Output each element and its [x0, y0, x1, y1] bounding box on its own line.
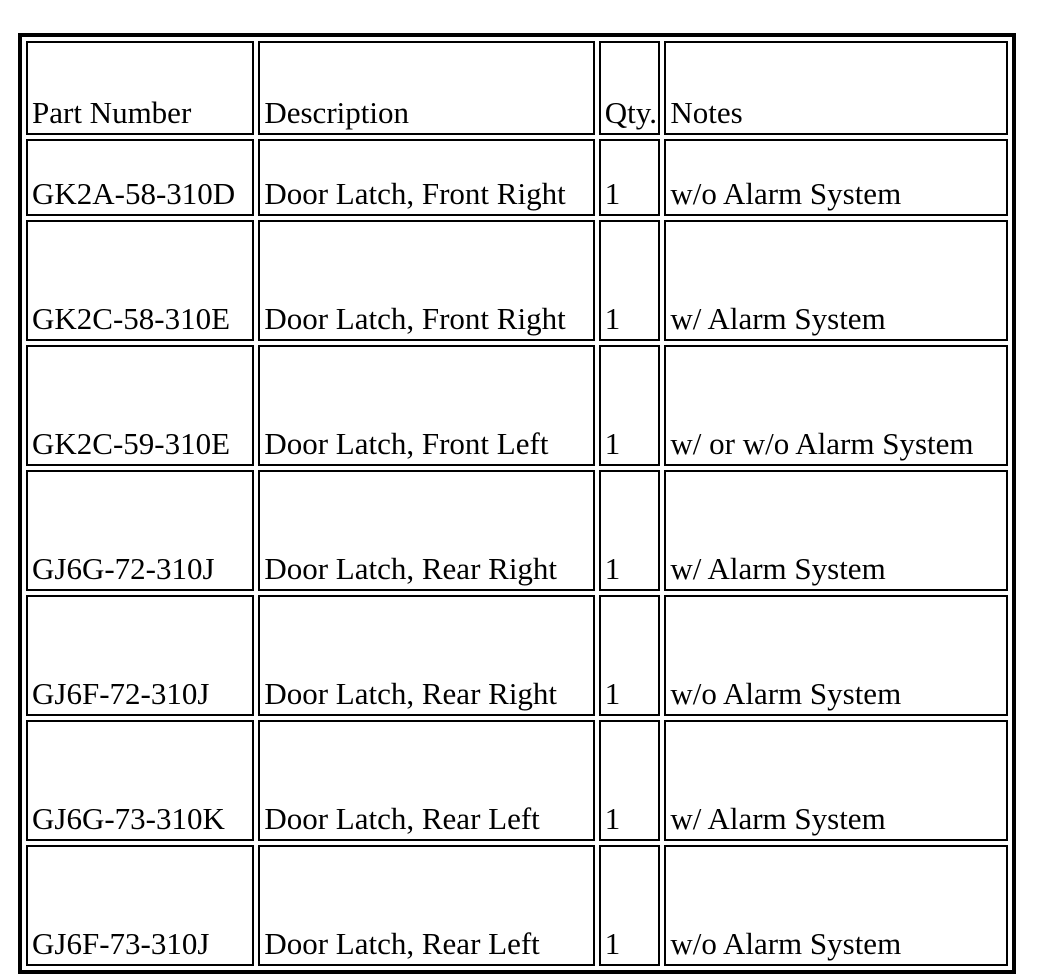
- cell-part-number: GK2A-58-310D: [26, 139, 254, 216]
- cell-qty: 1: [599, 845, 661, 966]
- table-row: [26, 345, 1008, 466]
- cell-qty: 1: [599, 345, 661, 466]
- cell-description: Door Latch, Front Right: [258, 220, 594, 341]
- table-header-row: [26, 41, 1008, 135]
- header-description: Description: [258, 41, 594, 135]
- cell-description: Door Latch, Rear Left: [258, 845, 594, 966]
- cell-part-number: GJ6G-72-310J: [26, 470, 254, 591]
- cell-notes: w/o Alarm System: [664, 139, 1008, 216]
- cell-part-number: GJ6F-72-310J: [26, 595, 254, 716]
- table-row: [26, 220, 1008, 341]
- cell-part-number: GK2C-58-310E: [26, 220, 254, 341]
- table-row: [26, 720, 1008, 841]
- cell-notes: w/ Alarm System: [664, 470, 1008, 591]
- table-row: [26, 845, 1008, 966]
- parts-table: [18, 33, 1016, 974]
- cell-notes: w/ or w/o Alarm System: [664, 345, 1008, 466]
- cell-notes: w/o Alarm System: [664, 595, 1008, 716]
- table-row: [26, 139, 1008, 216]
- header-qty: Qty.: [599, 41, 661, 135]
- cell-description: Door Latch, Front Left: [258, 345, 594, 466]
- cell-qty: 1: [599, 595, 661, 716]
- cell-description: Door Latch, Rear Left: [258, 720, 594, 841]
- header-part-number: Part Number: [26, 41, 254, 135]
- cell-qty: 1: [599, 720, 661, 841]
- cell-notes: w/ Alarm System: [664, 220, 1008, 341]
- cell-description: Door Latch, Rear Right: [258, 470, 594, 591]
- cell-part-number: GJ6F-73-310J: [26, 845, 254, 966]
- cell-description: Door Latch, Front Right: [258, 139, 594, 216]
- header-notes: Notes: [664, 41, 1008, 135]
- cell-notes: w/o Alarm System: [664, 845, 1008, 966]
- cell-qty: 1: [599, 470, 661, 591]
- table-row: [26, 595, 1008, 716]
- cell-description: Door Latch, Rear Right: [258, 595, 594, 716]
- cell-notes: w/ Alarm System: [664, 720, 1008, 841]
- cell-part-number: GK2C-59-310E: [26, 345, 254, 466]
- cell-part-number: GJ6G-73-310K: [26, 720, 254, 841]
- cell-qty: 1: [599, 139, 661, 216]
- cell-qty: 1: [599, 220, 661, 341]
- table-row: [26, 470, 1008, 591]
